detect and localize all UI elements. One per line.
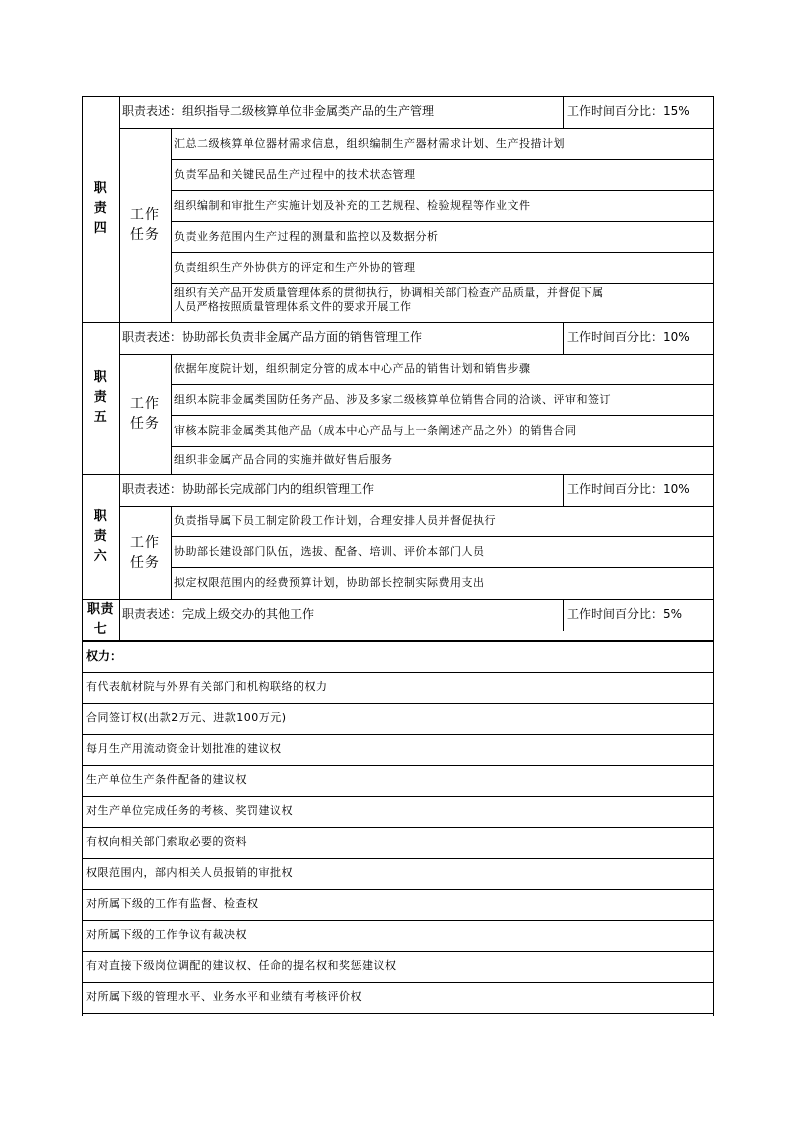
power-item: 有代表航材院与外界有关部门和机构联络的权力 [86,680,328,693]
column-divider [82,96,83,1016]
powers-title: 权力： [86,649,123,663]
row-divider [171,384,713,385]
row-divider [171,283,713,284]
column-divider [563,474,564,506]
duty-statement: 职责表述：组织指导二级核算单位非金属类产品的生产管理 [122,104,435,118]
row-divider [171,415,713,416]
row-divider [171,159,713,160]
time-percentage: 工作时间百分比：10% [567,482,690,496]
task-item: 依据年度院计划，组织制定分管的成本中心产品的销售计划和销售步骤 [174,361,531,375]
row-divider [119,128,713,129]
task-item: 负责指导属下员工制定阶段工作计划，合理安排人员并督促执行 [174,513,496,527]
task-label: 工作 任务 [130,534,160,571]
column-divider [563,96,564,128]
power-item: 有权向相关部门索取必要的资料 [86,835,247,848]
row-divider [82,796,713,797]
power-item: 生产单位生产条件配备的建议权 [86,773,247,786]
task-item: 负责业务范围内生产过程的测量和监控以及数据分析 [174,229,439,243]
time-percentage: 工作时间百分比：15% [567,104,690,118]
power-item: 合同签订权(出款2万元、进款100万元) [86,711,287,724]
column-divider [119,322,120,474]
task-item: 组织非金属产品合同的实施并做好售后服务 [174,453,393,466]
row-divider [82,640,713,642]
power-item: 对所属下级的工作争议有裁决权 [86,928,247,941]
row-divider [82,96,713,97]
task-item: 汇总二级核算单位器材需求信息，组织编制生产器材需求计划、生产投措计划 [174,136,565,150]
time-percentage: 工作时间百分比：10% [567,330,690,344]
task-item: 负责军品和关键民品生产过程中的技术状态管理 [174,167,416,181]
row-divider [171,536,713,537]
row-divider [82,889,713,890]
duty-statement: 职责表述：协助部长完成部门内的组织管理工作 [122,482,375,496]
task-label: 工作 任务 [130,207,160,243]
row-divider [82,672,713,673]
time-percentage: 工作时间百分比：5% [567,607,683,621]
row-divider [82,951,713,952]
row-divider [82,858,713,859]
task-item: 组织有关产品开发质量管理体系的贯彻执行，协调相关部门检查产品质量，并督促下属 人员严格按照质量管理体系文件的要求开展工作 [174,286,604,313]
row-divider [82,474,713,475]
task-label: 工作 任务 [130,396,160,432]
task-item: 组织本院非金属类国防任务产品、涉及多家二级核算单位销售合同的洽谈、评审和签订 [174,392,611,406]
row-divider [171,221,713,222]
task-item: 负责组织生产外协供方的评定和生产外协的管理 [174,260,416,274]
task-item: 协助部长建设部门队伍，选拔、配备、培训、评价本部门人员 [174,544,485,558]
power-item: 每月生产用流动资金计划批准的建议权 [86,742,282,755]
column-divider [563,322,564,354]
row-divider [171,190,713,191]
row-divider [119,506,713,507]
column-divider [171,354,172,474]
column-divider [713,96,714,1016]
duty-label: 职 责 四 [93,181,108,236]
row-divider [82,982,713,983]
task-item: 拟定权限范围内的经费预算计划，协助部长控制实际费用支出 [174,576,485,589]
power-item: 有对直接下级岗位调配的建议权、任命的提名权和奖惩建议权 [86,959,397,972]
column-divider [563,599,564,631]
column-divider [171,128,172,322]
row-divider [171,446,713,447]
row-divider [171,252,713,253]
duty-label: 职 责 六 [93,508,108,564]
duty-statement: 职责表述：完成上级交办的其他工作 [122,607,315,621]
duty-label: 职责 七 [86,601,114,637]
row-divider [82,734,713,735]
row-divider [82,703,713,704]
column-divider [171,506,172,599]
row-divider [171,567,713,568]
column-divider [119,474,120,599]
task-item: 审核本院非金属类其他产品（成本中心产品与上一条阐述产品之外）的销售合同 [174,423,577,437]
row-divider [82,827,713,828]
duty-statement: 职责表述：协助部长负责非金属产品方面的销售管理工作 [122,330,423,344]
task-item: 组织编制和审批生产实施计划及补充的工艺规程、检验规程等作业文件 [174,198,531,212]
column-divider [119,96,120,322]
power-item: 对生产单位完成任务的考核、奖罚建议权 [86,804,293,817]
row-divider [82,765,713,766]
row-divider [82,322,713,323]
duty-label: 职 责 五 [93,370,108,425]
column-divider [119,599,120,640]
power-item: 权限范围内，部内相关人员报销的审批权 [86,866,293,879]
row-divider [82,1013,713,1014]
power-item: 对所属下级的管理水平、业务水平和业绩有考核评价权 [86,990,362,1003]
row-divider [82,920,713,921]
row-divider [119,354,713,355]
row-divider [82,599,713,600]
power-item: 对所属下级的工作有监督、检查权 [86,897,259,910]
